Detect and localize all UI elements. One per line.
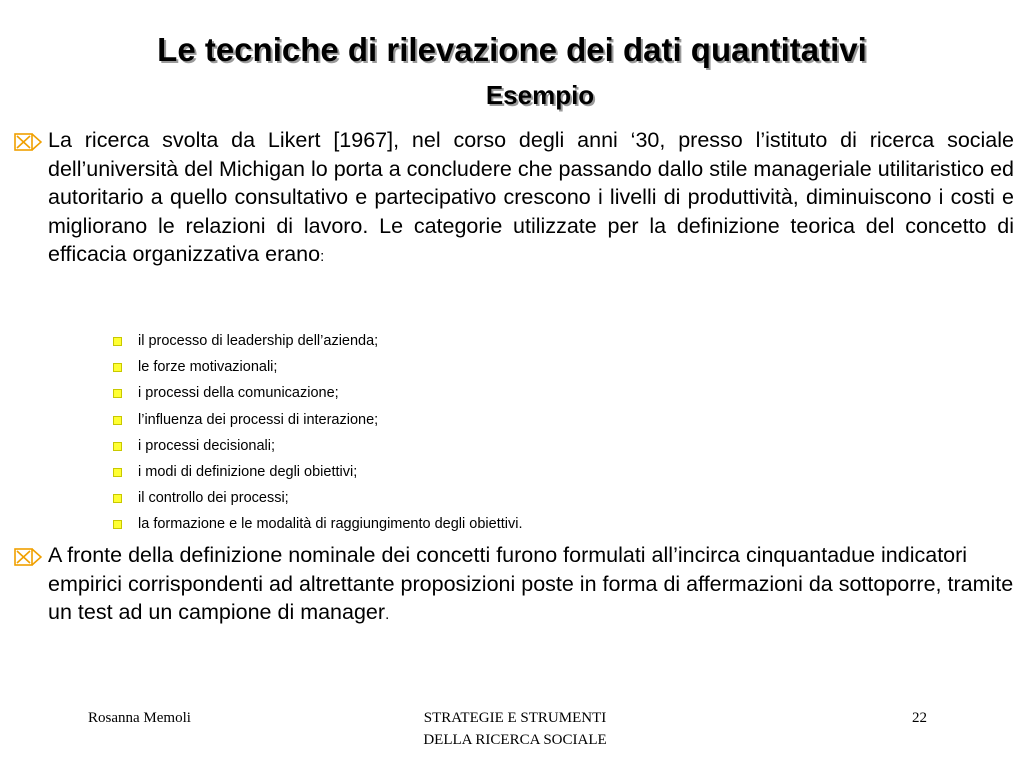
paragraph-indicators-text	[48, 541, 1014, 630]
list-item: i processi della comunicazione;	[113, 380, 522, 406]
paragraph-indicators	[14, 541, 1014, 630]
list-item: l’influenza dei processi di interazione;	[113, 407, 522, 433]
list-item: il controllo dei processi;	[113, 485, 522, 511]
boxed-x-arrow-bullet-icon	[14, 133, 42, 151]
yellow-square-bullet-icon	[113, 494, 122, 503]
list-item: i modi di definizione degli obiettivi;	[113, 459, 522, 485]
yellow-square-bullet-icon	[113, 389, 122, 398]
yellow-square-bullet-icon	[113, 468, 122, 477]
yellow-square-bullet-icon	[113, 442, 122, 451]
paragraph-indicators-period: .	[385, 606, 390, 623]
footer-course-line-2: DELLA RICERCA SOCIALE	[423, 732, 607, 748]
page-number: 22	[912, 710, 927, 726]
slide-title: Le tecniche di rilevazione dei dati quantitativi	[157, 31, 867, 68]
categories-list	[113, 328, 522, 538]
slide-subtitle: Esempio	[485, 80, 595, 110]
footer-course-title	[340, 707, 690, 751]
paragraph-likert-body: La ricerca svolta da Likert [1967], nel corso degli anni ‘30, presso l’istituto di ricerca sociale dell’università del Michigan lo porta a concludere che passando dallo stile manageriale utilitaristico ed autoritario a quello consultativo e partecipativo crescono i livelli di produttività, diminuiscono i costi e migliorano le relazioni di lavoro. Le categorie utilizzate per la definizione teorica del concetto di efficacia organizzativa erano	[48, 128, 1014, 266]
list-item: le forze motivazionali;	[113, 354, 522, 380]
list-item: i processi decisionali;	[113, 433, 522, 459]
yellow-square-bullet-icon	[113, 337, 122, 346]
yellow-square-bullet-icon	[113, 416, 122, 425]
paragraph-indicators-body: A fronte della definizione nominale dei concetti furono formulati all’incirca cinquantadue indicatori empirici corrispondenti ad altrettante proposizioni poste in forma di affermazioni da sottoporre, tramite un test ad un campione di manager	[48, 543, 1014, 624]
yellow-square-bullet-icon	[113, 520, 122, 529]
yellow-square-bullet-icon	[113, 363, 122, 372]
paragraph-likert	[14, 126, 1014, 272]
list-item: il processo di leadership dell’azienda;	[113, 328, 522, 354]
list-item: la formazione e le modalità di raggiungimento degli obiettivi.	[113, 511, 522, 537]
footer-course-line-1: STRATEGIE E STRUMENTI	[423, 710, 607, 726]
boxed-x-arrow-bullet-icon	[14, 548, 42, 566]
paragraph-likert-text	[48, 126, 1014, 272]
footer-author: Rosanna Memoli	[88, 710, 191, 726]
paragraph-likert-colon: :	[320, 248, 325, 265]
